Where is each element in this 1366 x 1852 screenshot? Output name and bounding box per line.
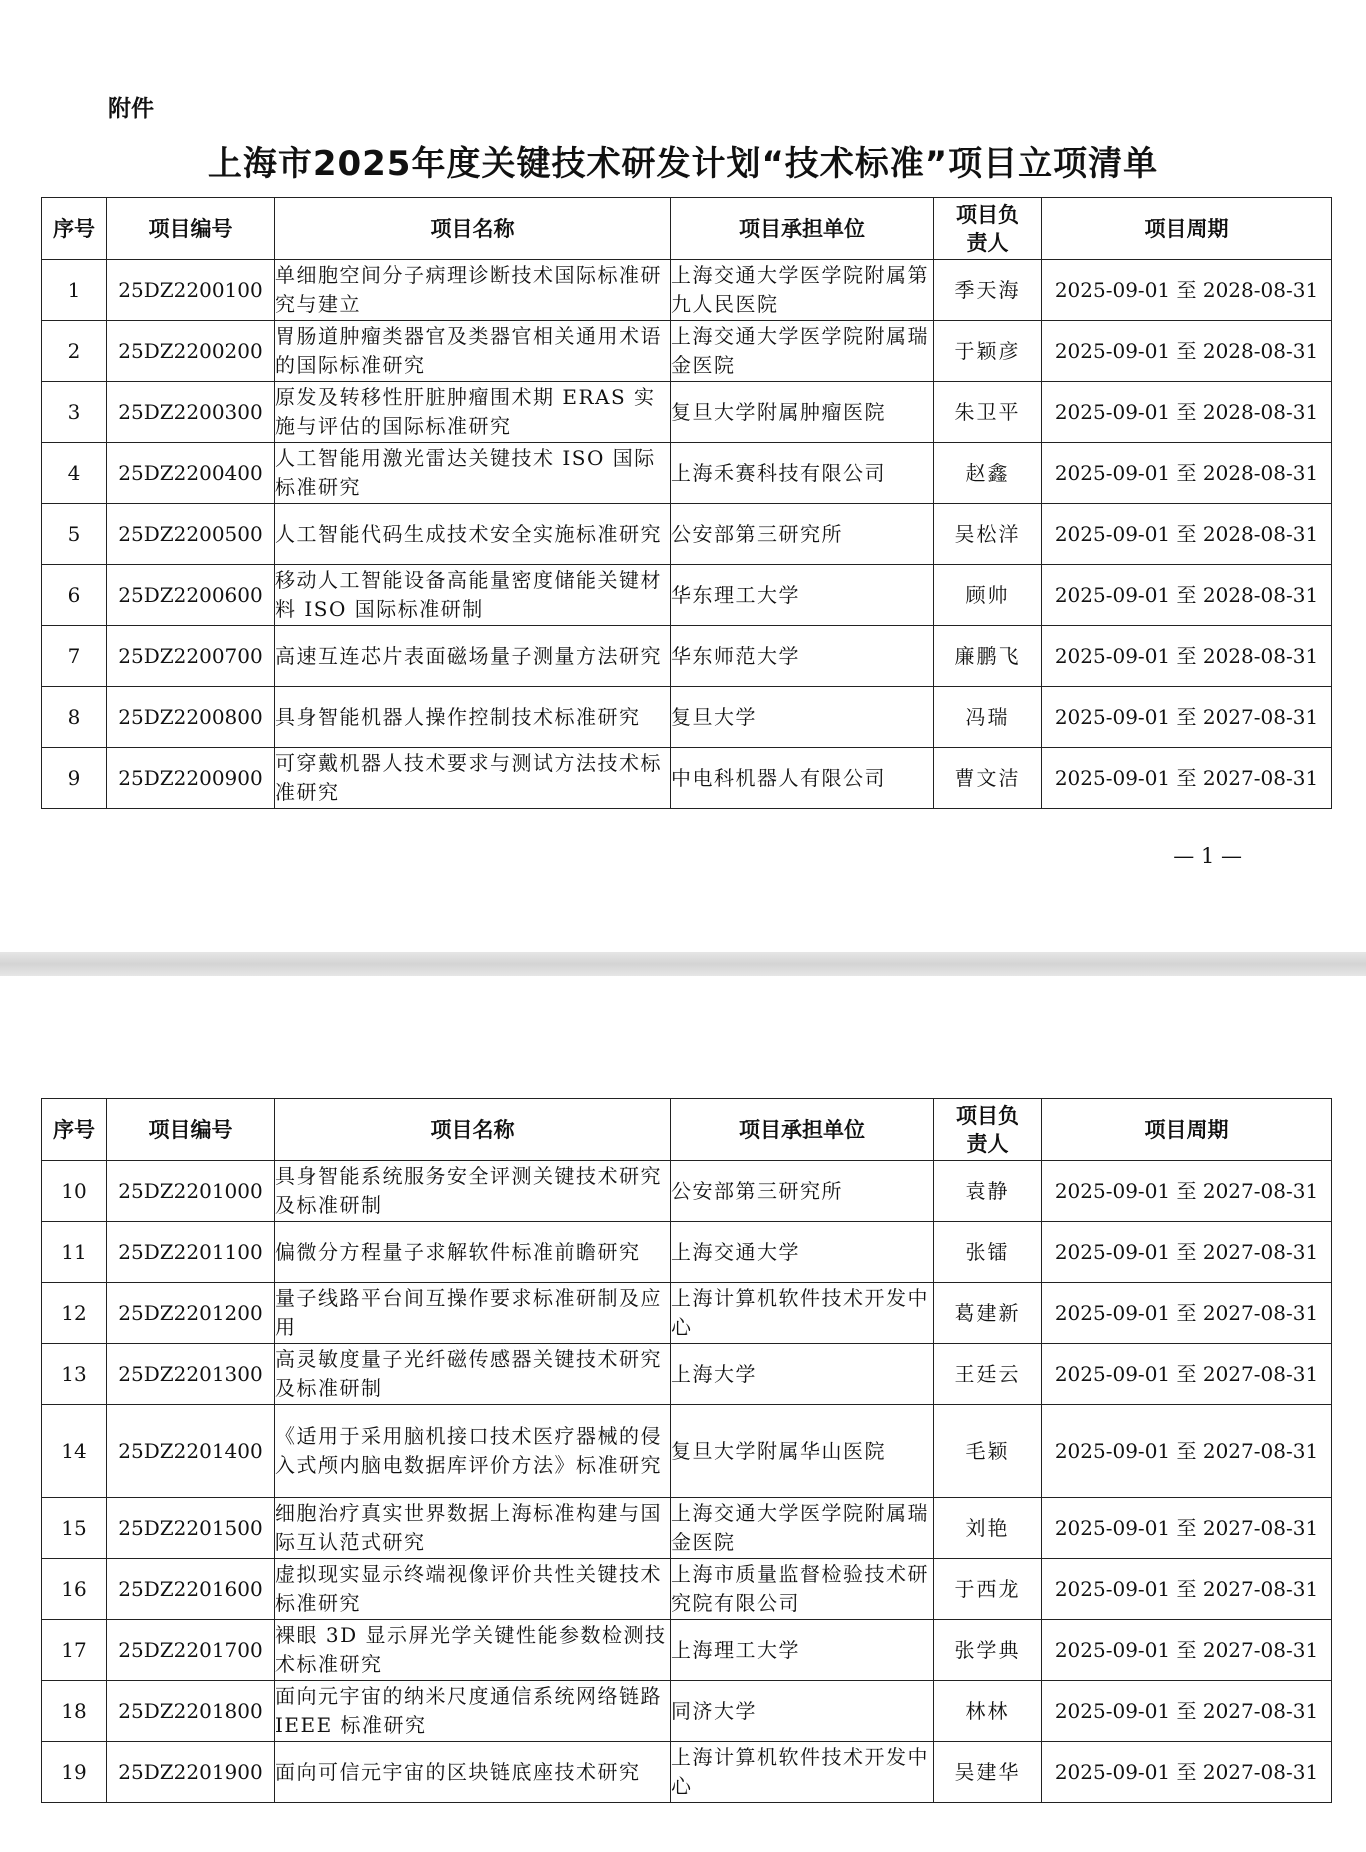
- cell-project-lead: 张学典: [934, 1620, 1042, 1681]
- cell-no: 2: [42, 321, 107, 382]
- table-header-row: [42, 1099, 1332, 1161]
- cell-project-period: 2025-09-01 至 2027-08-31: [1042, 1344, 1332, 1405]
- cell-project-code: 25DZ2200200: [107, 321, 275, 382]
- cell-no: 17: [42, 1620, 107, 1681]
- cell-project-period: 2025-09-01 至 2027-08-31: [1042, 748, 1332, 809]
- header-code: 项目编号: [107, 198, 275, 260]
- table-row: [42, 748, 1332, 809]
- cell-project-name: 高速互连芯片表面磁场量子测量方法研究: [275, 626, 671, 687]
- cell-project-lead: 于颖彦: [934, 321, 1042, 382]
- cell-project-period: 2025-09-01 至 2028-08-31: [1042, 504, 1332, 565]
- cell-no: 13: [42, 1344, 107, 1405]
- cell-no: 8: [42, 687, 107, 748]
- table-row: [42, 1559, 1332, 1620]
- cell-project-code: 25DZ2201600: [107, 1559, 275, 1620]
- cell-project-code: 25DZ2200500: [107, 504, 275, 565]
- cell-project-lead: 王廷云: [934, 1344, 1042, 1405]
- header-name: 项目名称: [275, 1099, 671, 1161]
- cell-no: 7: [42, 626, 107, 687]
- cell-project-name: 细胞治疗真实世界数据上海标准构建与国际互认范式研究: [275, 1498, 671, 1559]
- cell-project-period: 2025-09-01 至 2027-08-31: [1042, 1498, 1332, 1559]
- cell-organization: 同济大学: [671, 1681, 934, 1742]
- cell-no: 12: [42, 1283, 107, 1344]
- cell-project-period: 2025-09-01 至 2028-08-31: [1042, 626, 1332, 687]
- table-row: [42, 1498, 1332, 1559]
- header-code: 项目编号: [107, 1099, 275, 1161]
- header-name: 项目名称: [275, 198, 671, 260]
- cell-organization: 上海交通大学医学院附属瑞金医院: [671, 321, 934, 382]
- cell-project-name: 高灵敏度量子光纤磁传感器关键技术研究及标准研制: [275, 1344, 671, 1405]
- cell-project-code: 25DZ2200400: [107, 443, 275, 504]
- cell-project-lead: 吴建华: [934, 1742, 1042, 1803]
- cell-project-code: 25DZ2201000: [107, 1161, 275, 1222]
- cell-no: 14: [42, 1405, 107, 1498]
- cell-project-lead: 葛建新: [934, 1283, 1042, 1344]
- cell-project-lead: 季天海: [934, 260, 1042, 321]
- cell-organization: 上海计算机软件技术开发中心: [671, 1283, 934, 1344]
- cell-project-lead: 林林: [934, 1681, 1042, 1742]
- cell-project-code: 25DZ2201400: [107, 1405, 275, 1498]
- document-page-2: [0, 976, 1366, 1852]
- cell-project-period: 2025-09-01 至 2028-08-31: [1042, 565, 1332, 626]
- cell-project-name: 人工智能代码生成技术安全实施标准研究: [275, 504, 671, 565]
- cell-organization: 上海大学: [671, 1344, 934, 1405]
- cell-no: 4: [42, 443, 107, 504]
- cell-project-code: 25DZ2201500: [107, 1498, 275, 1559]
- cell-project-name: 移动人工智能设备高能量密度储能关键材料 ISO 国际标准研制: [275, 565, 671, 626]
- cell-organization: 上海市质量监督检验技术研究院有限公司: [671, 1559, 934, 1620]
- cell-organization: 复旦大学附属肿瘤医院: [671, 382, 934, 443]
- cell-project-lead: 朱卫平: [934, 382, 1042, 443]
- cell-no: 9: [42, 748, 107, 809]
- cell-project-period: 2025-09-01 至 2028-08-31: [1042, 382, 1332, 443]
- cell-organization: 公安部第三研究所: [671, 1161, 934, 1222]
- cell-project-code: 25DZ2200100: [107, 260, 275, 321]
- header-org: 项目承担单位: [671, 1099, 934, 1161]
- table-row: [42, 504, 1332, 565]
- cell-project-lead: 于西龙: [934, 1559, 1042, 1620]
- table-row: [42, 1222, 1332, 1283]
- cell-project-name: 偏微分方程量子求解软件标准前瞻研究: [275, 1222, 671, 1283]
- cell-project-period: 2025-09-01 至 2028-08-31: [1042, 260, 1332, 321]
- cell-project-lead: 袁静: [934, 1161, 1042, 1222]
- table-header-row: [42, 198, 1332, 260]
- cell-project-code: 25DZ2201300: [107, 1344, 275, 1405]
- cell-project-name: 人工智能用激光雷达关键技术 ISO 国际标准研究: [275, 443, 671, 504]
- table-row: [42, 565, 1332, 626]
- cell-project-name: 具身智能系统服务安全评测关键技术研究及标准研制: [275, 1161, 671, 1222]
- cell-no: 10: [42, 1161, 107, 1222]
- cell-project-name: 裸眼 3D 显示屏光学关键性能参数检测技术标准研究: [275, 1620, 671, 1681]
- table-row: [42, 687, 1332, 748]
- cell-no: 16: [42, 1559, 107, 1620]
- cell-organization: 上海交通大学: [671, 1222, 934, 1283]
- cell-organization: 公安部第三研究所: [671, 504, 934, 565]
- cell-project-lead: 顾帅: [934, 565, 1042, 626]
- header-org: 项目承担单位: [671, 198, 934, 260]
- cell-project-period: 2025-09-01 至 2027-08-31: [1042, 1222, 1332, 1283]
- cell-project-code: 25DZ2200700: [107, 626, 275, 687]
- cell-project-lead: 赵鑫: [934, 443, 1042, 504]
- cell-project-lead: 廉鹏飞: [934, 626, 1042, 687]
- cell-project-name: 原发及转移性肝脏肿瘤围术期 ERAS 实施与评估的国际标准研究: [275, 382, 671, 443]
- cell-project-period: 2025-09-01 至 2027-08-31: [1042, 1620, 1332, 1681]
- table-row: [42, 1283, 1332, 1344]
- cell-organization: 上海禾赛科技有限公司: [671, 443, 934, 504]
- header-lead: 项目负责人: [934, 1099, 1042, 1161]
- document-title: 上海市2025年度关键技术研发计划“技术标准”项目立项清单: [207, 144, 1159, 184]
- cell-no: 19: [42, 1742, 107, 1803]
- cell-no: 1: [42, 260, 107, 321]
- cell-organization: 上海交通大学医学院附属第九人民医院: [671, 260, 934, 321]
- table-row: [42, 321, 1332, 382]
- cell-project-lead: 张镭: [934, 1222, 1042, 1283]
- attachment-label: 附件: [108, 96, 154, 122]
- table-row: [42, 1742, 1332, 1803]
- header-no: 序号: [42, 198, 107, 260]
- table-row: [42, 1620, 1332, 1681]
- cell-no: 5: [42, 504, 107, 565]
- cell-no: 15: [42, 1498, 107, 1559]
- cell-project-name: 《适用于采用脑机接口技术医疗器械的侵入式颅内脑电数据库评价方法》标准研究: [275, 1405, 671, 1498]
- cell-project-code: 25DZ2200300: [107, 382, 275, 443]
- cell-project-period: 2025-09-01 至 2027-08-31: [1042, 1283, 1332, 1344]
- cell-project-code: 25DZ2201800: [107, 1681, 275, 1742]
- cell-project-code: 25DZ2200900: [107, 748, 275, 809]
- cell-project-period: 2025-09-01 至 2027-08-31: [1042, 1559, 1332, 1620]
- cell-organization: 复旦大学附属华山医院: [671, 1405, 934, 1498]
- header-period: 项目周期: [1042, 198, 1332, 260]
- table-row: [42, 1161, 1332, 1222]
- cell-project-lead: 毛颖: [934, 1405, 1042, 1498]
- cell-organization: 上海计算机软件技术开发中心: [671, 1742, 934, 1803]
- cell-project-code: 25DZ2200800: [107, 687, 275, 748]
- cell-project-lead: 吴松洋: [934, 504, 1042, 565]
- cell-project-period: 2025-09-01 至 2027-08-31: [1042, 1161, 1332, 1222]
- table-row: [42, 1681, 1332, 1742]
- cell-organization: 中电科机器人有限公司: [671, 748, 934, 809]
- header-no: 序号: [42, 1099, 107, 1161]
- table-row: [42, 626, 1332, 687]
- cell-organization: 复旦大学: [671, 687, 934, 748]
- project-table-page-2: [41, 1098, 1332, 1803]
- cell-project-name: 单细胞空间分子病理诊断技术国际标准研究与建立: [275, 260, 671, 321]
- cell-no: 3: [42, 382, 107, 443]
- table-body: [42, 260, 1332, 809]
- cell-project-name: 量子线路平台间互操作要求标准研制及应用: [275, 1283, 671, 1344]
- cell-project-code: 25DZ2201700: [107, 1620, 275, 1681]
- cell-project-name: 具身智能机器人操作控制技术标准研究: [275, 687, 671, 748]
- cell-project-name: 可穿戴机器人技术要求与测试方法技术标准研究: [275, 748, 671, 809]
- header-period: 项目周期: [1042, 1099, 1332, 1161]
- page-number: — 1 —: [1173, 844, 1242, 868]
- cell-project-name: 面向可信元宇宙的区块链底座技术研究: [275, 1742, 671, 1803]
- cell-project-lead: 刘艳: [934, 1498, 1042, 1559]
- cell-project-code: 25DZ2201100: [107, 1222, 275, 1283]
- cell-project-period: 2025-09-01 至 2028-08-31: [1042, 321, 1332, 382]
- cell-organization: 上海交通大学医学院附属瑞金医院: [671, 1498, 934, 1559]
- cell-project-period: 2025-09-01 至 2028-08-31: [1042, 443, 1332, 504]
- page-separator: [0, 952, 1366, 976]
- cell-project-name: 胃肠道肿瘤类器官及类器官相关通用术语的国际标准研究: [275, 321, 671, 382]
- cell-organization: 华东师范大学: [671, 626, 934, 687]
- cell-project-period: 2025-09-01 至 2027-08-31: [1042, 687, 1332, 748]
- cell-organization: 华东理工大学: [671, 565, 934, 626]
- header-lead: 项目负责人: [934, 198, 1042, 260]
- cell-no: 18: [42, 1681, 107, 1742]
- cell-no: 6: [42, 565, 107, 626]
- cell-project-period: 2025-09-01 至 2027-08-31: [1042, 1405, 1332, 1498]
- cell-project-lead: 冯瑞: [934, 687, 1042, 748]
- project-table-page-1: [41, 197, 1332, 809]
- table-row: [42, 443, 1332, 504]
- table-row: [42, 260, 1332, 321]
- table-body: [42, 1161, 1332, 1803]
- cell-organization: 上海理工大学: [671, 1620, 934, 1681]
- cell-project-name: 虚拟现实显示终端视像评价共性关键技术标准研究: [275, 1559, 671, 1620]
- cell-project-period: 2025-09-01 至 2027-08-31: [1042, 1742, 1332, 1803]
- cell-project-code: 25DZ2200600: [107, 565, 275, 626]
- table-row: [42, 382, 1332, 443]
- cell-no: 11: [42, 1222, 107, 1283]
- table-row: [42, 1344, 1332, 1405]
- cell-project-period: 2025-09-01 至 2027-08-31: [1042, 1681, 1332, 1742]
- cell-project-name: 面向元宇宙的纳米尺度通信系统网络链路 IEEE 标准研究: [275, 1681, 671, 1742]
- cell-project-lead: 曹文洁: [934, 748, 1042, 809]
- cell-project-code: 25DZ2201200: [107, 1283, 275, 1344]
- cell-project-code: 25DZ2201900: [107, 1742, 275, 1803]
- table-row: [42, 1405, 1332, 1498]
